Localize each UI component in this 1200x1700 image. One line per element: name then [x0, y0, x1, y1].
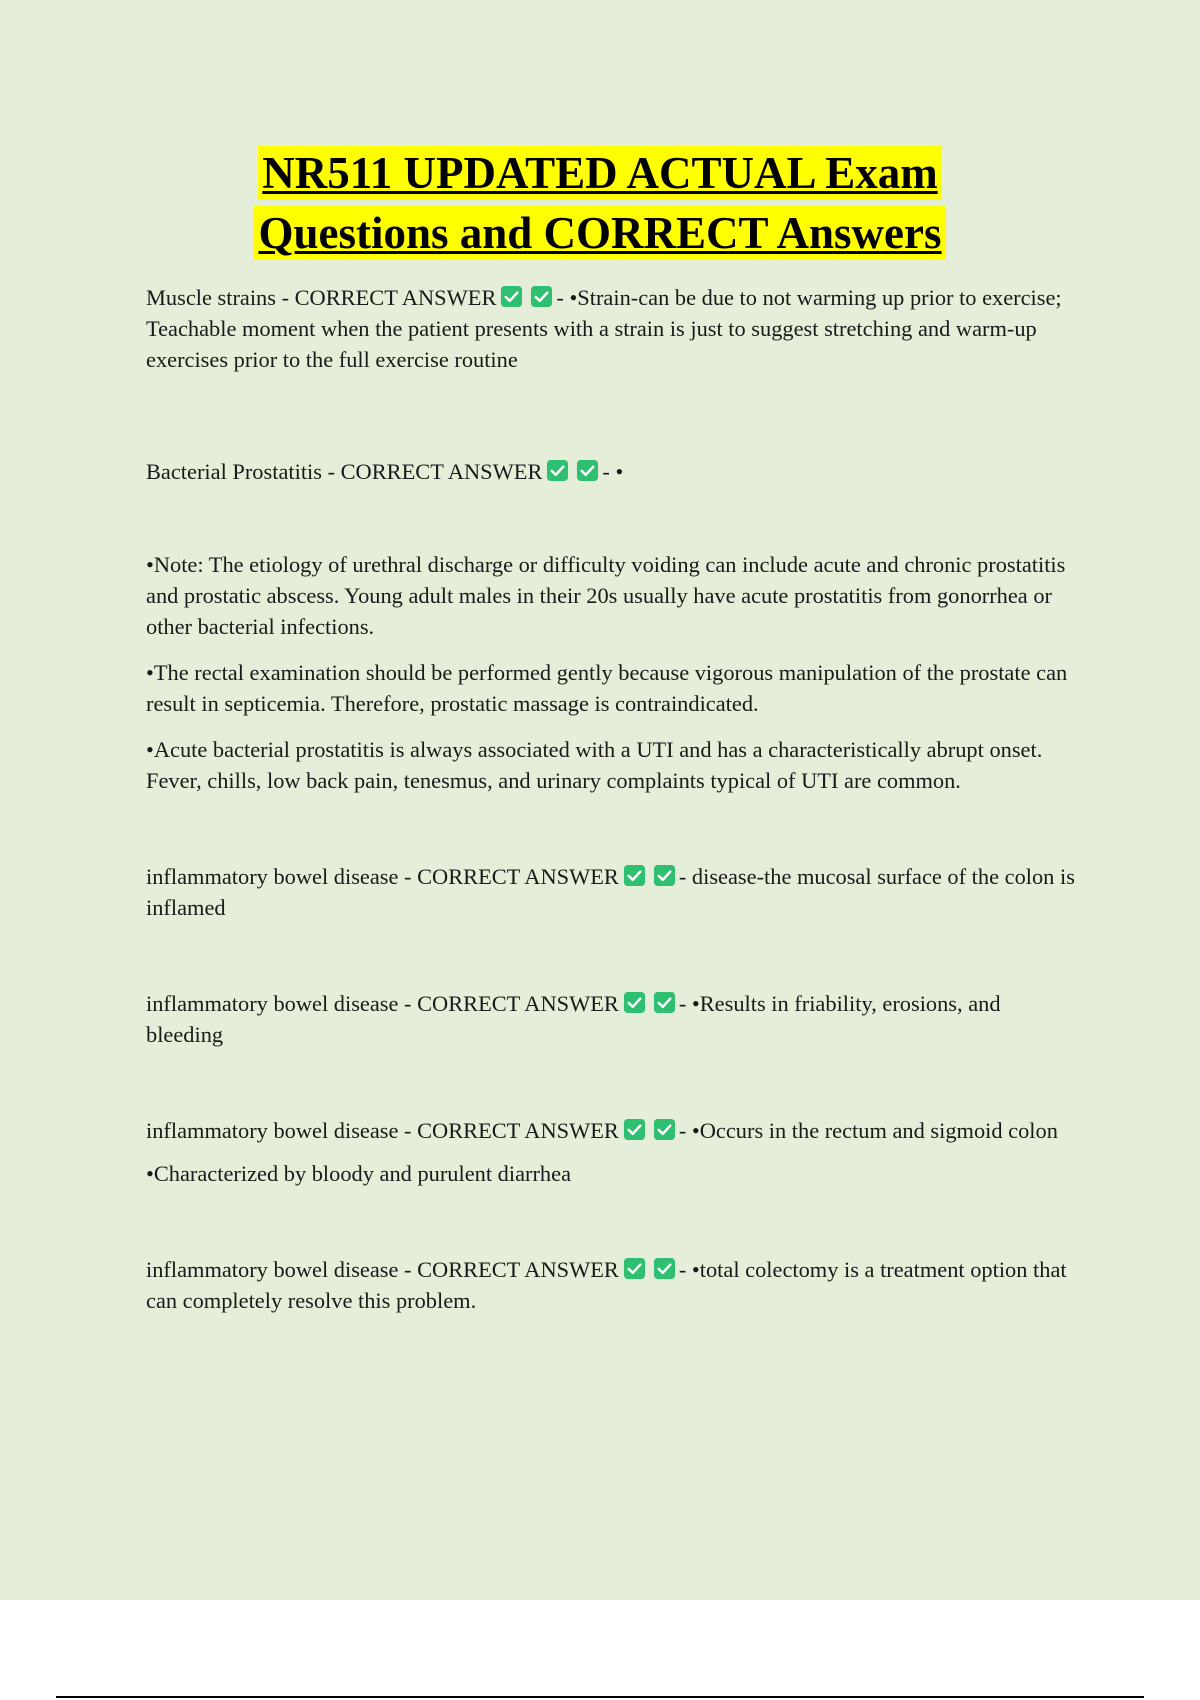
qa-entry-ibd-2 [146, 988, 1076, 1050]
note-paragraph: •Acute bacterial prostatitis is always associated with a UTI and has a characteristically abrupt onset. Fever, chills, low back pain, tenesmus, and urinary complaints typical of UTI are common. [146, 737, 1043, 793]
check-mark-icon [576, 459, 599, 482]
check-mark-icon [623, 864, 646, 887]
document-title [0, 146, 1200, 266]
check-mark-icon [530, 285, 553, 308]
answer-text: - •Occurs in the rectum and sigmoid colon [678, 1118, 1058, 1143]
note-paragraph: •The rectal examination should be performed gently because vigorous manipulation of the prostate can result in septicemia. Therefore, prostatic massage is contraindicated. [146, 660, 1068, 716]
check-mark-icon [653, 864, 676, 887]
qa-entry-muscle-strains [146, 282, 1076, 375]
check-mark-icon [623, 1257, 646, 1280]
qa-entry-ibd-1 [146, 861, 1076, 923]
check-mark-icon [653, 1118, 676, 1141]
title-line-2: Questions and CORRECT Answers [254, 206, 945, 260]
check-mark-icon [653, 1257, 676, 1280]
question-term: inflammatory bowel disease - CORRECT ANSWER [146, 1118, 619, 1143]
qa-entry-ibd-4 [146, 1254, 1076, 1316]
qa-entry-bacterial-prostatitis [146, 456, 1076, 487]
answer-text: - • [602, 459, 624, 484]
question-term: Bacterial Prostatitis - CORRECT ANSWER [146, 459, 543, 484]
check-mark-icon [653, 991, 676, 1014]
question-term: inflammatory bowel disease - CORRECT ANSWER [146, 1257, 619, 1282]
note-paragraph: •Characterized by bloody and purulent diarrhea [146, 1161, 572, 1186]
note-paragraph: •Note: The etiology of urethral discharge or difficulty voiding can include acute and chronic prostatitis and prostatic abscess. Young adult males in their 20s usually have acute prostatitis from gonorrhea or other bacterial infections. [146, 552, 1066, 639]
question-term: inflammatory bowel disease - CORRECT ANSWER [146, 864, 619, 889]
answer-text: - •Strain-can be due to not warming up prior to exercise; Teachable moment when the patient presents with a strain is just to suggest stretching and warm-up exercises prior to the full exercise routine [146, 285, 1062, 372]
title-line-1: NR511 UPDATED ACTUAL Exam [258, 146, 941, 200]
qa-entry-ibd-3 [146, 1115, 1076, 1146]
question-term: Muscle strains - CORRECT ANSWER [146, 285, 497, 310]
question-term: inflammatory bowel disease - CORRECT ANSWER [146, 991, 619, 1016]
check-mark-icon [623, 991, 646, 1014]
check-mark-icon [500, 285, 523, 308]
answer-text: - •total colectomy is a treatment option that can completely resolve this problem. [146, 1257, 1067, 1313]
answer-text: - •Results in friability, erosions, and bleeding [146, 991, 1001, 1047]
answer-text: - disease-the mucosal surface of the colon is inflamed [146, 864, 1075, 920]
check-mark-icon [546, 459, 569, 482]
qa-content [146, 282, 1076, 1316]
check-mark-icon [623, 1118, 646, 1141]
page-divider [56, 1696, 1144, 1698]
